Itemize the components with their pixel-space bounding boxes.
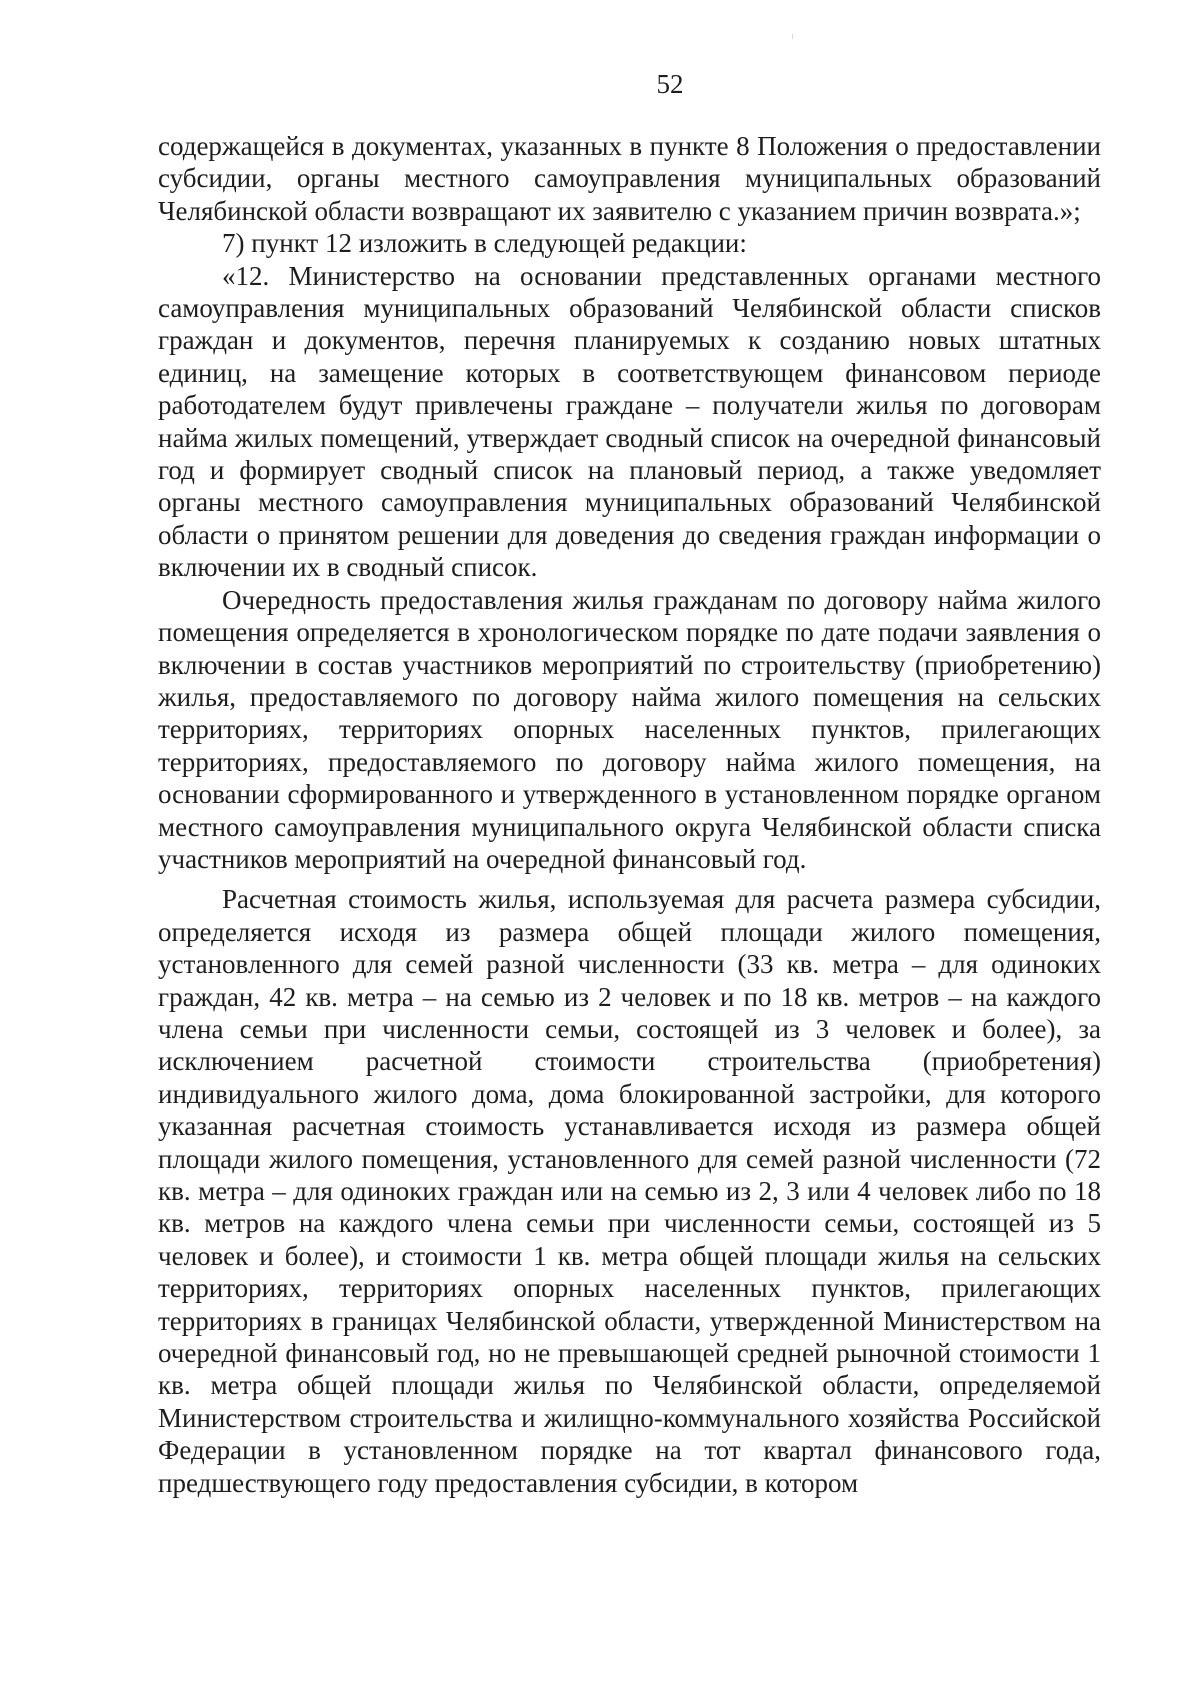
scan-speck (792, 34, 793, 39)
paragraph-continuation: содержащейся в документах, указанных в пункте 8 Положения о предоставлении субсидии, органы местного самоуправления муниципальных образований Челябинской области возвращают их заявителю с указанием причин возврата.»; (158, 131, 1101, 226)
document-body (158, 130, 1101, 1499)
paragraph-amendment-item-7: 7) пункт 12 изложить в следующей редакции: (222, 228, 747, 259)
paragraph-point-12: «12. Министерство на основании представленных органами местного самоуправления муниципальных образований Челябинской области списков граждан и документов, перечня планируемых к созданию новых штатных единиц, на замещение которых в соответствующем финансовом периоде работодателем будут привлечены граждане – получатели жилья по договорам найма жилых помещений, утверждает сводный список на очередной финансовый год и формирует сводный список на плановый период, а также уведомляет органы местного самоуправления муниципальных образований Челябинской области о принятом решении для доведения до сведения граждан информации о включении их в сводный список. (158, 260, 1101, 583)
paragraph-housing-order: Очередность предоставления жилья гражданам по договору найма жилого помещения определяется в хронологическом порядке по дате подачи заявления о включении в состав участников мероприятий по строительству (приобретению) жилья, предоставляемого по договору найма жилого помещения на сельских территориях, территориях опорных населенных пунктов, прилегающих территориях, предоставляемого по договору найма жилого помещения, на основании сформированного и утвержденного в установленном порядке органом местного самоуправления муниципального округа Челябинской области списка участников мероприятий на очередной финансовый год. (158, 584, 1101, 874)
paragraph-estimated-cost: Расчетная стоимость жилья, используемая для расчета размера субсидии, определяется исходя из размера общей площади жилого помещения, установленного для семей разной численности (33 кв. метра – для одиноких граждан, 42 кв. метра – на семью из 2 человек и по 18 кв. метров – на каждого члена семьи при численности семьи, состоящей из 3 человек и более), за исключением расчетной стоимости строительства (приобретения) индивидуального жилого дома, дома блокированной застройки, для которого указанная расчетная стоимость устанавливается исходя из размера общей площади жилого помещения, установленного для семей разной численности (72 кв. метра – для одиноких граждан или на семью из 2, 3 или 4 человек либо по 18 кв. метров на каждого члена семьи при численности семьи, состоящей из 5 человек и более), и стоимости 1 кв. метра общей площади жилья на сельских территориях, территориях опорных населенных пунктов, прилегающих территориях в границах Челябинской области, утвержденной Министерством на очередной финансовый год, но не превышающей средней рыночной стоимости 1 кв. метра общей площади жилья по Челябинской области, определяемой Министерством строительства и жилищно-коммунального хозяйства Российской Федерации в установленном порядке на тот квартал финансового года, предшествующего году предоставления субсидии, в котором (158, 884, 1101, 1498)
page-number: 52 (656, 69, 684, 99)
